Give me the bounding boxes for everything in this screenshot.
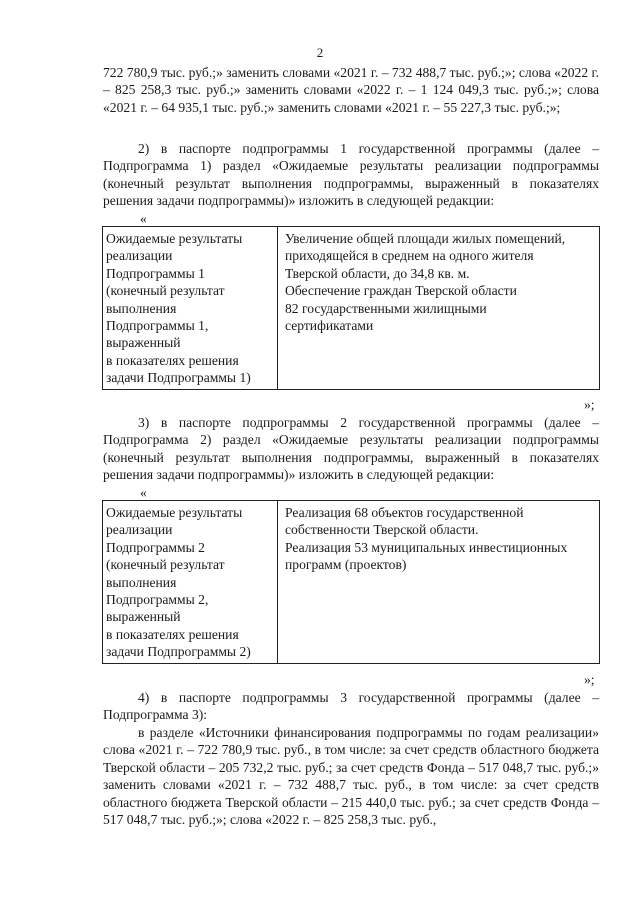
table-cell-line: выраженный [106,609,181,625]
close-quote-2: »; [584,672,595,687]
table-cell-line: Увеличение общей площади жилых помещений, [285,231,566,246]
subprogram-2-label-cell [103,501,278,664]
table-row [103,227,600,390]
table-row [103,501,600,664]
table-cell-line: Подпрограммы 1, [106,318,209,334]
item-3-paragraph [103,414,599,484]
table-cell-line: задачи Подпрограммы 1) [106,370,251,386]
table-cell-line: Ожидаемые результаты [106,231,243,246]
subprogram-1-results-table [102,226,600,390]
table-cell-line: Подпрограммы 2, [106,592,209,608]
table-cell-line: 82 государственными жилищными [285,300,487,316]
table-cell-line: сертификатами [285,318,374,334]
page-number: 2 [316,45,324,60]
table-cell-line: в показателях решения [106,626,239,642]
table-cell-line: (конечный результат [106,557,225,573]
table-cell-line: Реализация 53 муниципальных инвестиционных [285,539,568,555]
table-cell-line: выраженный [106,335,181,351]
table-cell-line: приходящейся в среднем на одного жителя [285,248,534,264]
table-cell-line: в показателях решения [106,352,239,368]
table-cell-line: задачи Подпрограммы 2) [106,644,251,660]
item-3-text: 3) в паспорте подпрограммы 2 государственной программы (далее – Подпрограмма 2) раздел «Ожидаемые результаты реализации подпрограммы (конечный результат выполнения подпрограммы, выраженный в показателях решения задачи подпрограммы)» изложить в следующей редакции: [103,415,599,483]
table-cell-line: реализации [106,248,173,264]
table-cell-line: (конечный результат [106,283,225,299]
item-4-detail-text: в разделе «Источники финансирования подпрограммы по годам реализации» слова «2021 г. – 722 780,9 тыс. руб., в том числе: за счет средств областного бюджета Тверской области – 205 732,2 тыс. руб.; за счет средств Фонда – 517 048,7 тыс. руб.;» заменить словами «2021 г. – 732 488,7 тыс. руб., в том числе: за счет средств областного бюджета Тверской области – 215 440,0 тыс. руб.; за счет средств Фонда – 517 048,7 тыс. руб.;»; слова «2022 г. – 825 258,3 тыс. руб., [103,725,599,828]
table-cell-line: Реализация 68 объектов государственной [285,505,524,520]
table-cell-line: Обеспечение граждан Тверской области [285,283,517,299]
subprogram-2-content-cell [278,501,600,664]
table-cell-line: выполнения [106,574,177,590]
item-4-paragraph [103,689,599,724]
table-cell-line: выполнения [106,300,177,316]
intro-paragraph [103,64,599,116]
item-4-detail-paragraph [103,724,599,828]
subprogram-1-label-cell [103,227,278,390]
table-cell-line: реализации [106,522,173,538]
table-cell-line: Тверской области, до 34,8 кв. м. [285,265,470,281]
item-4-text: 4) в паспорте подпрограммы 3 государственной программы (далее – Подпрограмма 3): [103,690,599,723]
table-cell-line: программ (проектов) [285,557,407,573]
table-cell-line: Ожидаемые результаты [106,505,243,520]
subprogram-1-content-cell [278,227,600,390]
intro-text: 722 780,9 тыс. руб.;» заменить словами «2021 г. – 732 488,7 тыс. руб.;»; слова «2022 г. – 825 258,3 тыс. руб.;» заменить словами «2022 г. – 1 124 049,3 тыс. руб.;»; слова «2021 г. – 64 935,1 тыс. руб.;» заменить словами «2021 г. – 55 227,3 тыс. руб.;»; [103,65,599,115]
item-2-text: 2) в паспорте подпрограммы 1 государственной программы (далее – Подпрограмма 1) раздел «Ожидаемые результаты реализации подпрограммы (конечный результат выполнения подпрограммы, выраженный в показателях решения задачи подпрограммы)» изложить в следующей редакции: [103,141,599,209]
open-quote-2: « [140,485,147,500]
subprogram-2-results-table [102,500,600,664]
item-2-paragraph [103,140,599,210]
table-cell-line: Подпрограммы 1 [106,265,205,281]
table-cell-line: Подпрограммы 2 [106,539,205,555]
table-cell-line: собственности Тверской области. [285,522,479,538]
open-quote-1: « [140,211,147,226]
close-quote-1: »; [584,397,595,412]
